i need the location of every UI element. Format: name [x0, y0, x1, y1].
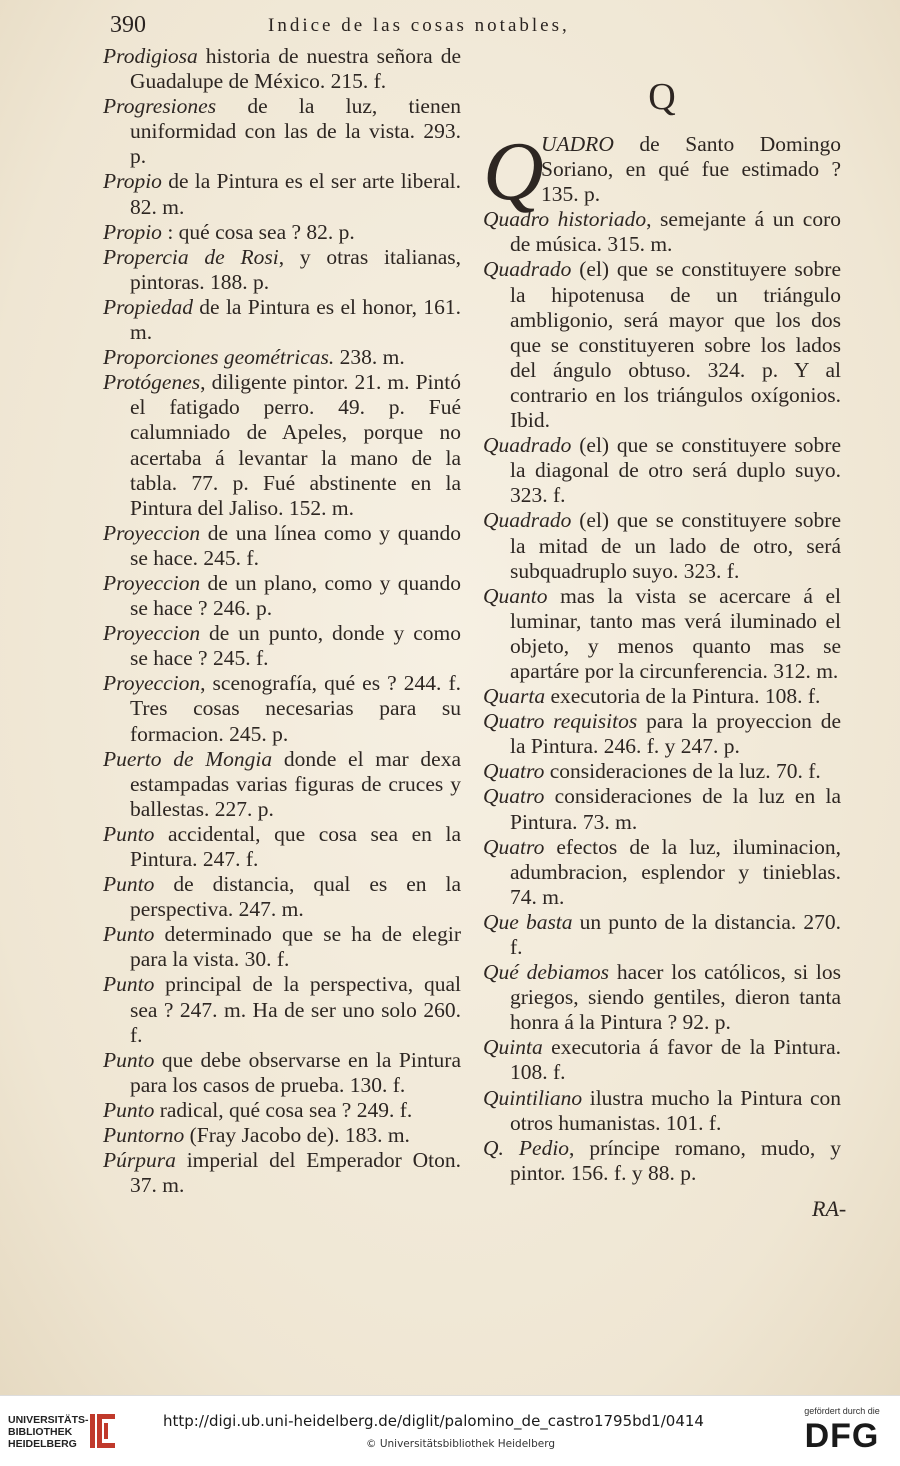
entry-headword: Quadrado: [483, 508, 572, 533]
entry-headword: Quatro requisitos: [483, 709, 638, 734]
entry-text: (el) que se constituyere sobre la hipotenusa de un triángulo ambligonio, será mayor que los dos que se constituyeren sobre los lados del ángulo obtuso. 324. p. Y al contrario en los triángulos oxígonios. Ibid.: [510, 257, 841, 433]
right-column-entries: [483, 207, 841, 1186]
entry-headword: Proyeccion: [103, 520, 201, 545]
index-entry: [103, 621, 461, 671]
entry-text: , semejante á un coro de música. 315. m.: [510, 207, 842, 257]
copyright-notice: © Universitätsbibliothek Heidelberg: [366, 1438, 556, 1450]
running-title: Indice de las cosas notables,: [268, 15, 570, 36]
index-entry-first: [483, 125, 841, 218]
index-entry: [103, 972, 461, 1047]
entry-headword: Puerto de Mongia: [103, 746, 273, 771]
entry-headword: Propercia de Rosi: [103, 244, 279, 269]
index-entry: [483, 584, 841, 684]
entry-text: : qué cosa sea ? 82. p.: [161, 219, 355, 244]
index-entry: [103, 245, 461, 295]
viewer-footer: [0, 1395, 900, 1466]
letter-heading: Q: [648, 76, 676, 118]
index-entry: [483, 1136, 841, 1186]
entry-text: imperial del Emperador Oton. 37. m.: [130, 1148, 461, 1198]
entry-text: , diligente pintor. 21. m. Pintó el fatigado perro. 49. p. Fué calumniado de Apeles, porque no acertaba á levantar la mano de la tabla. 77. p. Fué abstinente en la Pintura del Jaliso. 152. m.: [130, 370, 461, 520]
entry-text: , y otras italianas, pintoras. 188. p.: [130, 244, 461, 294]
entry-headword: Punto: [103, 821, 155, 846]
library-emblem-icon: [88, 1410, 118, 1452]
entry-text: hacer los católicos, si los griegos, siendo gentiles, dieron tanta honra á la Pintura ? 92. p.: [510, 960, 841, 1035]
entry-headword: Punto: [103, 922, 155, 947]
left-column: [103, 44, 461, 1198]
index-entry: [483, 433, 841, 508]
entry-text: accidental, que cosa sea en la Pintura. 247. f.: [130, 821, 461, 871]
entry-headword: Quadrado: [483, 433, 572, 458]
entry-headword: Punto: [103, 872, 155, 897]
index-entry: [103, 922, 461, 972]
entry-text: consideraciones de la luz en la Pintura. 73. m.: [510, 784, 841, 834]
index-entry: [103, 1048, 461, 1098]
index-entry: [103, 822, 461, 872]
entry-text: de la luz, tienen uniformidad con las de la vista. 293. p.: [130, 94, 461, 169]
entry-headword: Quatro: [483, 834, 545, 859]
index-entry: [103, 295, 461, 345]
index-entry: [103, 872, 461, 922]
index-entry: [483, 910, 841, 960]
entry-headword: Punto: [103, 972, 155, 997]
index-entry: [483, 1086, 841, 1136]
entry-text: efectos de la luz, iluminacion, adumbracion, esplendor y tinieblas. 74. m.: [510, 834, 841, 909]
entry-headword: Proyeccion: [103, 671, 201, 696]
index-entry: [103, 94, 461, 169]
entry-headword: Quintiliano: [483, 1085, 583, 1110]
entry-text: (Fray Jacobo de). 183. m.: [184, 1123, 410, 1148]
permalink-url[interactable]: http://digi.ub.uni-heidelberg.de/diglit/palomino_de_castro1795bd1/0414: [163, 1412, 704, 1430]
entry-text: de un plano, como y quando se hace ? 246. p.: [130, 570, 461, 621]
index-entry: [483, 759, 841, 784]
index-entry: [483, 835, 841, 910]
university-library-logo: UNIVERSITÄTS- BIBLIOTHEK HEIDELBERG: [8, 1414, 89, 1450]
entry-headword: Púrpura: [103, 1148, 176, 1173]
funded-by-label: gefördert durch die: [804, 1406, 880, 1416]
index-entry: [103, 1123, 461, 1148]
entry-text: consideraciones de la luz. 70. f.: [544, 759, 821, 784]
entry-text: de la Pintura es el honor, 161. m.: [130, 294, 461, 345]
entry-headword: Quatro: [483, 759, 545, 784]
index-entry: [483, 1035, 841, 1085]
entry-text: de un punto, donde y como se hace ? 245. f.: [130, 621, 461, 671]
entry-headword: Quanto: [483, 583, 548, 608]
entry-text: de Santo Domingo Soriano, en qué fue estimado ? 135. p.: [541, 132, 841, 207]
right-column: [483, 44, 841, 1186]
index-entry: [103, 571, 461, 621]
entry-headword: Puntorno: [103, 1123, 185, 1148]
entry-text: historia de nuestra señora de Guadalupe de México. 215. f.: [130, 44, 461, 94]
entry-text: un punto de la distancia. 270. f.: [510, 909, 841, 959]
entry-text: executoria á favor de la Pintura. 108. f.: [510, 1035, 841, 1085]
entry-text: 238. m.: [334, 345, 405, 370]
index-entry: [483, 960, 841, 1035]
entry-headword: Quinta: [483, 1035, 543, 1060]
entry-headword: Protógenes: [103, 370, 201, 395]
entry-text: principal de la perspectiva, qual sea ? 247. m. Ha de ser uno solo 260. f.: [130, 972, 461, 1047]
dfg-wordmark: DFG: [804, 1417, 880, 1455]
index-entry: [483, 784, 841, 834]
index-entry: [103, 521, 461, 571]
entry-headword: Proporciones geométricas.: [103, 345, 335, 370]
index-entry: [103, 44, 461, 94]
index-entry: [103, 1098, 461, 1123]
entry-headword: Prodigiosa: [103, 44, 198, 68]
entry-text: mas la vista se acercare á el luminar, tanto mas verá iluminado el objeto, y menos quanto mas se apartáre por la circunferencia. 312. m.: [510, 583, 841, 683]
entry-text: (el) que se constituyere sobre la mitad de un lado de otro, será subquadruplo suyo. 323. f.: [510, 508, 841, 583]
dfg-logo: [796, 1406, 888, 1456]
entry-headword: Quarta: [483, 684, 546, 709]
entry-headword: Que basta: [483, 909, 573, 934]
drop-cap: Q: [483, 125, 544, 218]
entry-text: radical, qué cosa sea ? 249. f.: [154, 1097, 413, 1122]
index-entry: [103, 747, 461, 822]
entry-text: de la Pintura es el ser arte liberal. 82. m.: [130, 169, 461, 219]
entry-text: ilustra mucho la Pintura con otros humanistas. 101. f.: [510, 1085, 841, 1135]
page-number: 390: [110, 12, 146, 38]
catchword: RA-: [812, 1196, 847, 1221]
index-entry: [483, 257, 841, 433]
entry-headword: Quadrado: [483, 257, 572, 282]
entry-headword: Punto: [103, 1047, 155, 1072]
index-entry: [103, 220, 461, 245]
index-entry: [103, 1148, 461, 1198]
entry-headword: Quadro historiado: [483, 207, 647, 232]
entry-text: de distancia, qual es en la perspectiva. 247. m.: [130, 872, 461, 922]
index-entry: [483, 709, 841, 759]
index-entry: [103, 169, 461, 219]
entry-headword: UADRO: [541, 132, 614, 156]
entry-text: donde el mar dexa estampadas varias figuras de cruces y ballestas. 227. p.: [130, 746, 461, 821]
entry-headword: Q. Pedio: [483, 1135, 570, 1160]
entry-text: (el) que se constituyere sobre la diagonal de otro será duplo suyo. 323. f.: [510, 433, 841, 508]
entry-headword: Proyeccion: [103, 570, 201, 595]
entry-text: executoria de la Pintura. 108. f.: [545, 684, 821, 709]
index-entry: [103, 671, 461, 746]
entry-text: , príncipe romano, mudo, y pintor. 156. f. y 88. p.: [510, 1135, 841, 1185]
entry-text: , scenografía, qué es ? 244. f. Tres cosas necesarias para su formacion. 245. p.: [130, 671, 461, 746]
entry-text: que debe observarse en la Pintura para los casos de prueba. 130. f.: [130, 1047, 461, 1097]
entry-headword: Progresiones: [103, 94, 217, 119]
index-entry: [483, 508, 841, 583]
page-header: [100, 12, 860, 40]
index-entry: [483, 684, 841, 709]
entry-headword: Quatro: [483, 784, 545, 809]
entry-headword: Punto: [103, 1097, 155, 1122]
entry-headword: Qué debiamos: [483, 960, 610, 985]
entry-headword: Proyeccion: [103, 621, 201, 646]
entry-text: de una línea como y quando se hace. 245. f.: [130, 520, 461, 570]
index-entry: [103, 345, 461, 370]
entry-text: para la proyeccion de la Pintura. 246. f. y 247. p.: [510, 709, 841, 759]
entry-headword: Propio: [103, 219, 162, 244]
entry-text: determinado que se ha de elegir para la vista. 30. f.: [130, 922, 461, 972]
index-entry: [103, 370, 461, 521]
entry-headword: Propiedad: [103, 294, 193, 319]
entry-headword: Propio: [103, 169, 162, 194]
